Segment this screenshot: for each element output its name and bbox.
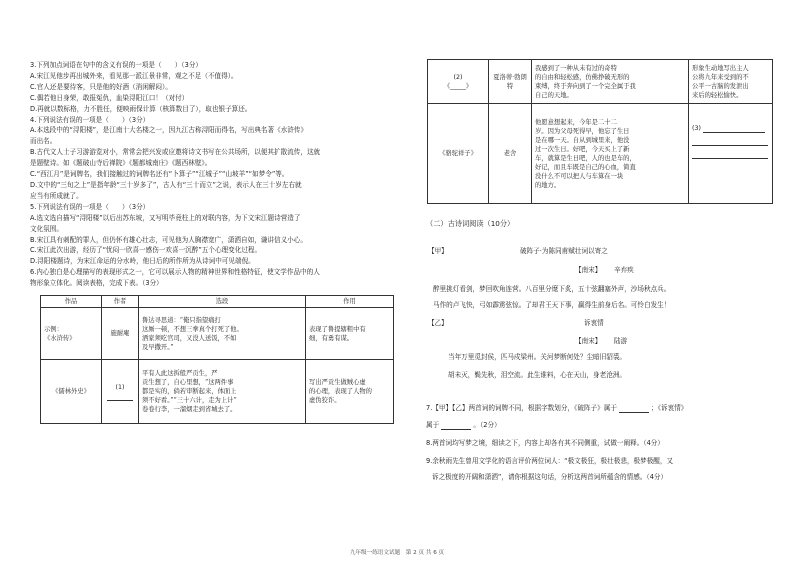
excerpt-line: 束缚，终于奔向到了一个完全属于我: [535, 82, 636, 90]
answer-blank[interactable]: [692, 138, 768, 146]
effect-blank-3[interactable]: [692, 124, 769, 133]
table-cell-effect: [689, 60, 773, 104]
blank-number: (3): [692, 125, 701, 132]
poem-a-author: 辛弃疾: [614, 266, 634, 274]
excerpt-line: 他愿意想起来，今年是二十二: [535, 118, 617, 126]
q4-option-d: D.文中的“三旬之上”是指年龄“三十岁多了”，古人有“三十而立”之说，表示人在三十岁左右就: [30, 180, 302, 189]
excerpt-line: 岁。因为父母死得早，他忘了生日: [535, 127, 630, 135]
excerpt-line: 过一次生日。好吧，今天买上了新: [535, 145, 630, 153]
excerpt-line: 车，就算是生日吧，人的也是车的，: [535, 154, 636, 162]
q4-option-a-cont: 而出名。: [30, 137, 57, 146]
effect-line: 写出严贡生做贼心虚: [309, 379, 366, 386]
table-cell-excerpt: [139, 360, 306, 424]
answer-blank[interactable]: [107, 393, 133, 401]
q7-text: ；《诉衷情》: [651, 404, 688, 412]
left-column: [30, 60, 402, 289]
poem-a-tag: 【甲】: [428, 247, 448, 255]
effect-line: 形象生动地写出主人: [692, 64, 749, 72]
excerpt-line: 须不好看。”“三十六计，走为上计”: [142, 397, 237, 404]
q6-stem-cont: 物形象立体化。阅读表格，完成下表。（3分）: [30, 279, 163, 288]
excerpt-line: 的自由和轻松感，仿佛挣破无形的: [535, 73, 630, 81]
q7-line-1: [426, 403, 687, 413]
table-cell-work: [41, 308, 102, 360]
excerpt-line: 都是实的，倘若审断起来，体面上: [142, 388, 237, 395]
table-header-excerpt: 选段: [139, 296, 306, 308]
table-cell-author: 夏洛蒂·勃朗特: [489, 60, 532, 104]
q3-option-d: D.再就以数标格，力不胜任，便映雨保计算（核算数目了），取也银子算还。: [30, 104, 252, 113]
effect-line: 来后的轻松愉快。: [692, 91, 743, 99]
table-cell-effect: [306, 360, 394, 424]
q7-text: 属于: [426, 421, 440, 429]
poem-a-line-2: 马作的卢飞快，弓如霹雳弦惊。了却君王天下事，赢得生前身后名。可怜白发生！: [433, 301, 671, 309]
poem-a-line-1: 醉里挑灯看剑，梦回吹角连营。八百里分麾下炙，五十弦翻塞外声，沙场秋点兵。: [433, 285, 671, 293]
table-cell-author: 老舍: [489, 104, 532, 204]
excerpt-line: 贡生想了，自心里想，“这两件事: [142, 379, 234, 386]
page-footer: 九年级一练语文试题 第 2 页 共 6 页: [349, 550, 445, 556]
table-cell-excerpt: [532, 104, 689, 204]
q4-option-c: C.“西江月”是词牌名，我们接触过的词牌名还有“卜算子”“江城子”“山坡羊”“如梦令”等。: [30, 170, 289, 179]
excerpt-line: 这厮一顿，不想三拳真个打死了他。: [142, 325, 243, 333]
excerpt-line: 平有人此这拆般严贡生，严: [142, 370, 218, 377]
q9-line-2: 诉之极度的开阔和潇洒”，请你根据这句话，分析这两首词所蕴含的情感。（4分）: [432, 473, 668, 481]
q3-option-a: A.宋江见他步再出城外来，看见那一派江景非常，观之不足（不值得）。: [30, 71, 238, 80]
excerpt-line: 好记，而且车既是自己的心血，简直: [535, 163, 636, 171]
table-cell-work: [428, 60, 489, 104]
blank-number: (2): [453, 73, 463, 81]
q7-text: 。（2分）: [473, 421, 501, 429]
poem-b-dynasty: 【南宋】: [575, 337, 602, 345]
table-cell-effect: [306, 308, 394, 360]
q5-option-b: B.宋江具有刺配的罪人，但仍怀有雄心壮志，可见他为人胸襟宽广，潇洒自如，谦讲信义小心。: [30, 235, 307, 244]
effect-line: 公将九年来受到的不: [692, 73, 749, 81]
table-header-work: 作品: [41, 296, 102, 308]
excerpt-line: 我感到了一种从未有过的奇特: [535, 64, 617, 72]
q5-stem: 5.下列说法有误的一项是（ ）（3分）: [30, 202, 150, 211]
table-cell-work: 《儒林外史》: [41, 360, 102, 424]
excerpt-line: 的地方。: [535, 181, 561, 189]
q3-option-b: C.官人还是要待客，只是他的好酒（消闲解闷）。: [30, 82, 172, 91]
excerpt-line: 洒家须吃官司，又没人送饭，不如: [142, 334, 237, 342]
q5-option-c: C.宋江此次出游，经历了“忧闷一欣喜一感伤一欢喜一沉醉”五个心理变化过程。: [30, 246, 262, 255]
poem-a-title: 破阵子·为陈同甫赋壮词以寄之: [520, 247, 608, 255]
q7-text: 7.【甲】【乙】两首词的词牌不同，根据字数划分，《破阵子》属于: [426, 404, 617, 412]
q4-stem: 4.下列说法有误的一项是（ ）（3分）: [30, 115, 150, 124]
answer-blank[interactable]: [703, 125, 765, 133]
work-title: 《水浒传》: [44, 334, 76, 342]
blank-number: (1): [115, 383, 125, 391]
excerpt-line: 自己的天地。: [535, 91, 573, 99]
q4-option-b: B.古代文人士子习游游览对小，常常会把兴发或应邀将诗文书写在公共场所，以便其扩散流传，这就: [30, 148, 321, 157]
example-label: 示例：: [44, 325, 63, 333]
effect-line: 虚伪狡诈。: [309, 397, 341, 404]
effect-line: 的心理，表现了人物的: [309, 388, 372, 395]
q5-option-d: D.浔阳楼题诗，为宋江命运的分水岭，他日后的所作所为从诗词中可见端倪。: [30, 257, 255, 266]
q3-option-c: C.偶若他日身荣，敢报冤仇，血染浔阳江口！（对付）: [30, 93, 189, 102]
table-cell-excerpt: [139, 308, 306, 360]
poem-b-title: 诉衷情: [584, 319, 604, 327]
excerpt-line: 及早撒开。”: [142, 343, 174, 351]
table-cell-author: 施耐庵: [102, 308, 139, 360]
table-cell-excerpt: [532, 60, 689, 104]
poem-b-tag: 【乙】: [428, 319, 448, 327]
q4-option-a: A.本选段中的“浔阳楼”，是江南十大名楼之一，因九江古称浔阳而得名，写出典名著《水浒传》: [30, 126, 308, 135]
q5-option-a-cont: 文化氛围。: [30, 224, 63, 233]
table-header-author: 作者: [102, 296, 139, 308]
table-cell-author-blank: [102, 360, 139, 424]
q7-line-2: [426, 420, 501, 430]
q3-stem: 3.下列加点词语在句中的含义有误的一项是（ ）（3分）: [30, 61, 203, 69]
poem-b-line-2: 胡未灭，鬓先秋，泪空流。此生谁料，心在天山，身老沧洲。: [448, 371, 627, 379]
poem-a-dynasty: 【南宋】: [575, 266, 602, 274]
answer-blank[interactable]: [441, 422, 471, 430]
answer-blank[interactable]: [619, 405, 649, 413]
q8: 8.两首词均写梦之境，细读之下，内容上却各有其不同侧重，试做一阐释。（4分）: [426, 439, 664, 447]
excerpt-line: 是在哪一天。自从到城里来，他没: [535, 136, 630, 144]
poem-b-line-1: 当年万里觅封侯，匹马戍梁州。关河梦断何处？尘暗旧貂裘。: [448, 353, 627, 361]
q4-option-b-cont: 是题壁诗。如《题破山寺后禅院》《题都城南庄》《题西林壁》。: [30, 159, 212, 168]
poem-b-author: 陆游: [614, 337, 628, 345]
excerpt-line: 鲁达寻思道：“俺只指望痛打: [142, 316, 221, 324]
table-cell-work: 《骆驼祥子》: [428, 104, 489, 204]
q9-line-1: 9.余秋雨先生曾用文学化的语言评价两位词人：“极文极狂，极壮极悲，极梦极醒，又: [426, 457, 674, 465]
excerpt-line: 没什么不可以把人与车算在一块: [535, 172, 624, 180]
q6-stem: 6.内心独白是心理描写的表现形式之一，它可以展示人物的精神世界和性格特征，使文学作品中的人: [30, 268, 320, 277]
table-cell-effect: [689, 104, 773, 204]
answer-blank[interactable]: [692, 151, 768, 159]
effect-line: 公平一古脑的发泄出: [692, 82, 749, 90]
q5-option-a: A.选文选自描写“浔阳楼”以后出苏东坡，又写明毕竟柱上的对联内容，为下文宋江题诗营造了: [30, 213, 301, 222]
work-title-blank[interactable]: 《_____》: [443, 82, 473, 90]
table-header-effect: 作用: [306, 296, 394, 308]
excerpt-line: 卷卷行李，一溜烟走到省城去了。: [142, 406, 237, 413]
effect-line: 表现了鲁提辖粗中有: [309, 325, 366, 333]
q6-table: [40, 295, 394, 424]
effect-line: 细，有勇有谋。: [309, 334, 354, 342]
q4-option-d-cont: 应当有所成就了。: [30, 191, 83, 200]
q6-table-continued: [427, 59, 773, 204]
section-heading: （二）古诗词阅读（10分）: [426, 219, 515, 228]
